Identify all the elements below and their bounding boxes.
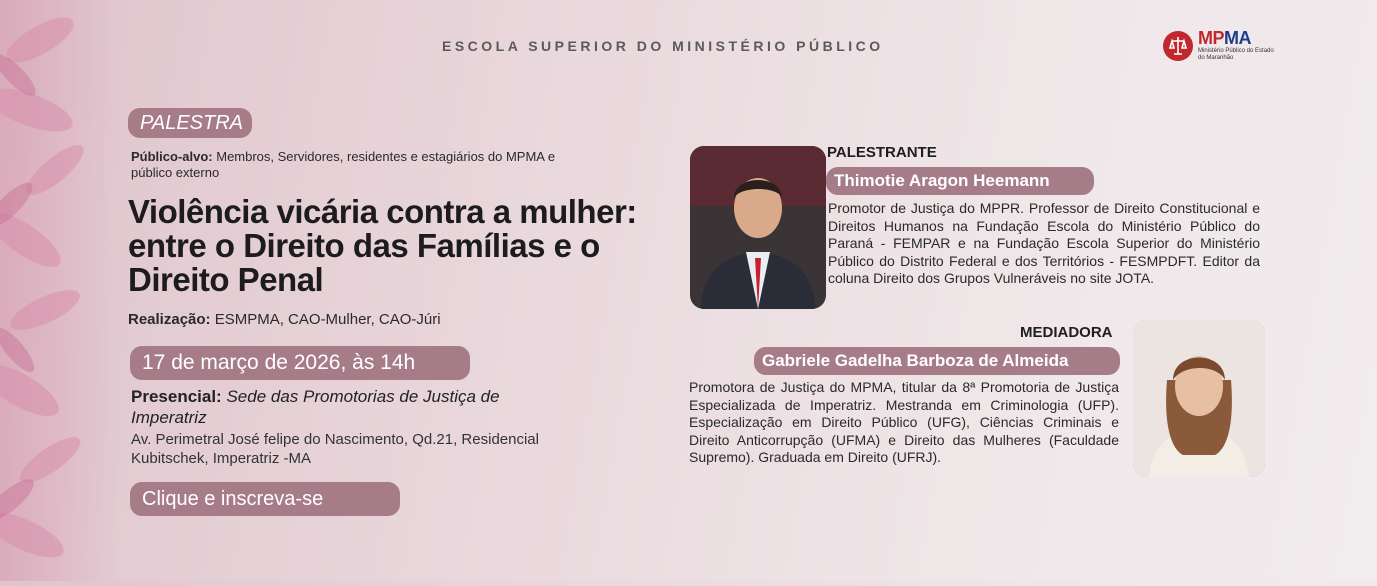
organizers-text: ESMPMA, CAO-Mulher, CAO-Júri: [210, 311, 441, 328]
organizers-label: Realização:: [128, 311, 211, 328]
logo-wordmark: MPMA: [1198, 28, 1251, 48]
venue-text: Sede das Promotorias de Justiça de Imperatriz: [131, 387, 500, 427]
venue: [131, 386, 561, 428]
logo-subtitle: Ministério Público do Estado do Maranhão: [1198, 48, 1274, 61]
floral-decoration: [0, 0, 120, 581]
mediator-photo: [1133, 320, 1265, 477]
scales-of-justice-icon: [1162, 30, 1194, 62]
speaker-role: PALESTRANTE: [827, 144, 937, 161]
event-type-tag: PALESTRA: [128, 108, 252, 138]
target-audience-label: Público-alvo:: [131, 149, 213, 164]
mediator-name: Gabriele Gadelha Barboza de Almeida: [754, 347, 1120, 375]
venue-address: Av. Perimetral José felipe do Nascimento, Qd.21, Residencial Kubitschek, Imperatriz -MA: [131, 431, 539, 467]
event-date: 17 de março de 2026, às 14h: [130, 346, 470, 380]
register-button[interactable]: Clique e inscreva-se: [130, 482, 400, 516]
floral-leaves-icon: [0, 0, 120, 581]
speaker-photo: [690, 146, 826, 309]
mediator-portrait-icon: [1133, 320, 1265, 477]
speaker-name: Thimotie Aragon Heemann: [826, 167, 1094, 195]
institution-name: ESCOLA SUPERIOR DO MINISTÉRIO PÚBLICO: [442, 38, 884, 54]
mediator-role: MEDIADORA: [1020, 324, 1113, 341]
mpma-logo: [1162, 28, 1272, 64]
target-audience-text: Membros, Servidores, residentes e estagiários do MPMA e público externo: [131, 149, 556, 180]
venue-label: Presencial:: [131, 387, 222, 406]
event-title: Violência vicária contra a mulher: entre o Direito das Famílias e o Direito Penal: [128, 193, 637, 298]
mediator-bio: Promotora de Justiça do MPMA, titular da 8ª Promotoria de Justiça Especializada de Imperatriz. Mestranda em Criminologia (UFP). Especialização em Direito Público (UFG), Ciências Criminais e Direito Anticorrupção (UFMA) e Direito das Mulheres (Faculdade Supremo). Graduada em Direito (UFRJ).: [689, 379, 1119, 465]
speaker-portrait-icon: [690, 146, 826, 309]
target-audience: [131, 149, 561, 181]
organizers: [128, 311, 441, 328]
speaker-bio: Promotor de Justiça do MPPR. Professor de Direito Constitucional e Direitos Humanos na Fundação Escola do Ministério Público do Paraná - FEMPAR e na Fundação Escola Superior do Ministério Público do Distrito Federal e dos Territórios - FESMPDFT. Editor da coluna Direito dos Grupos Vulneráveis no site JOTA.: [828, 200, 1260, 286]
